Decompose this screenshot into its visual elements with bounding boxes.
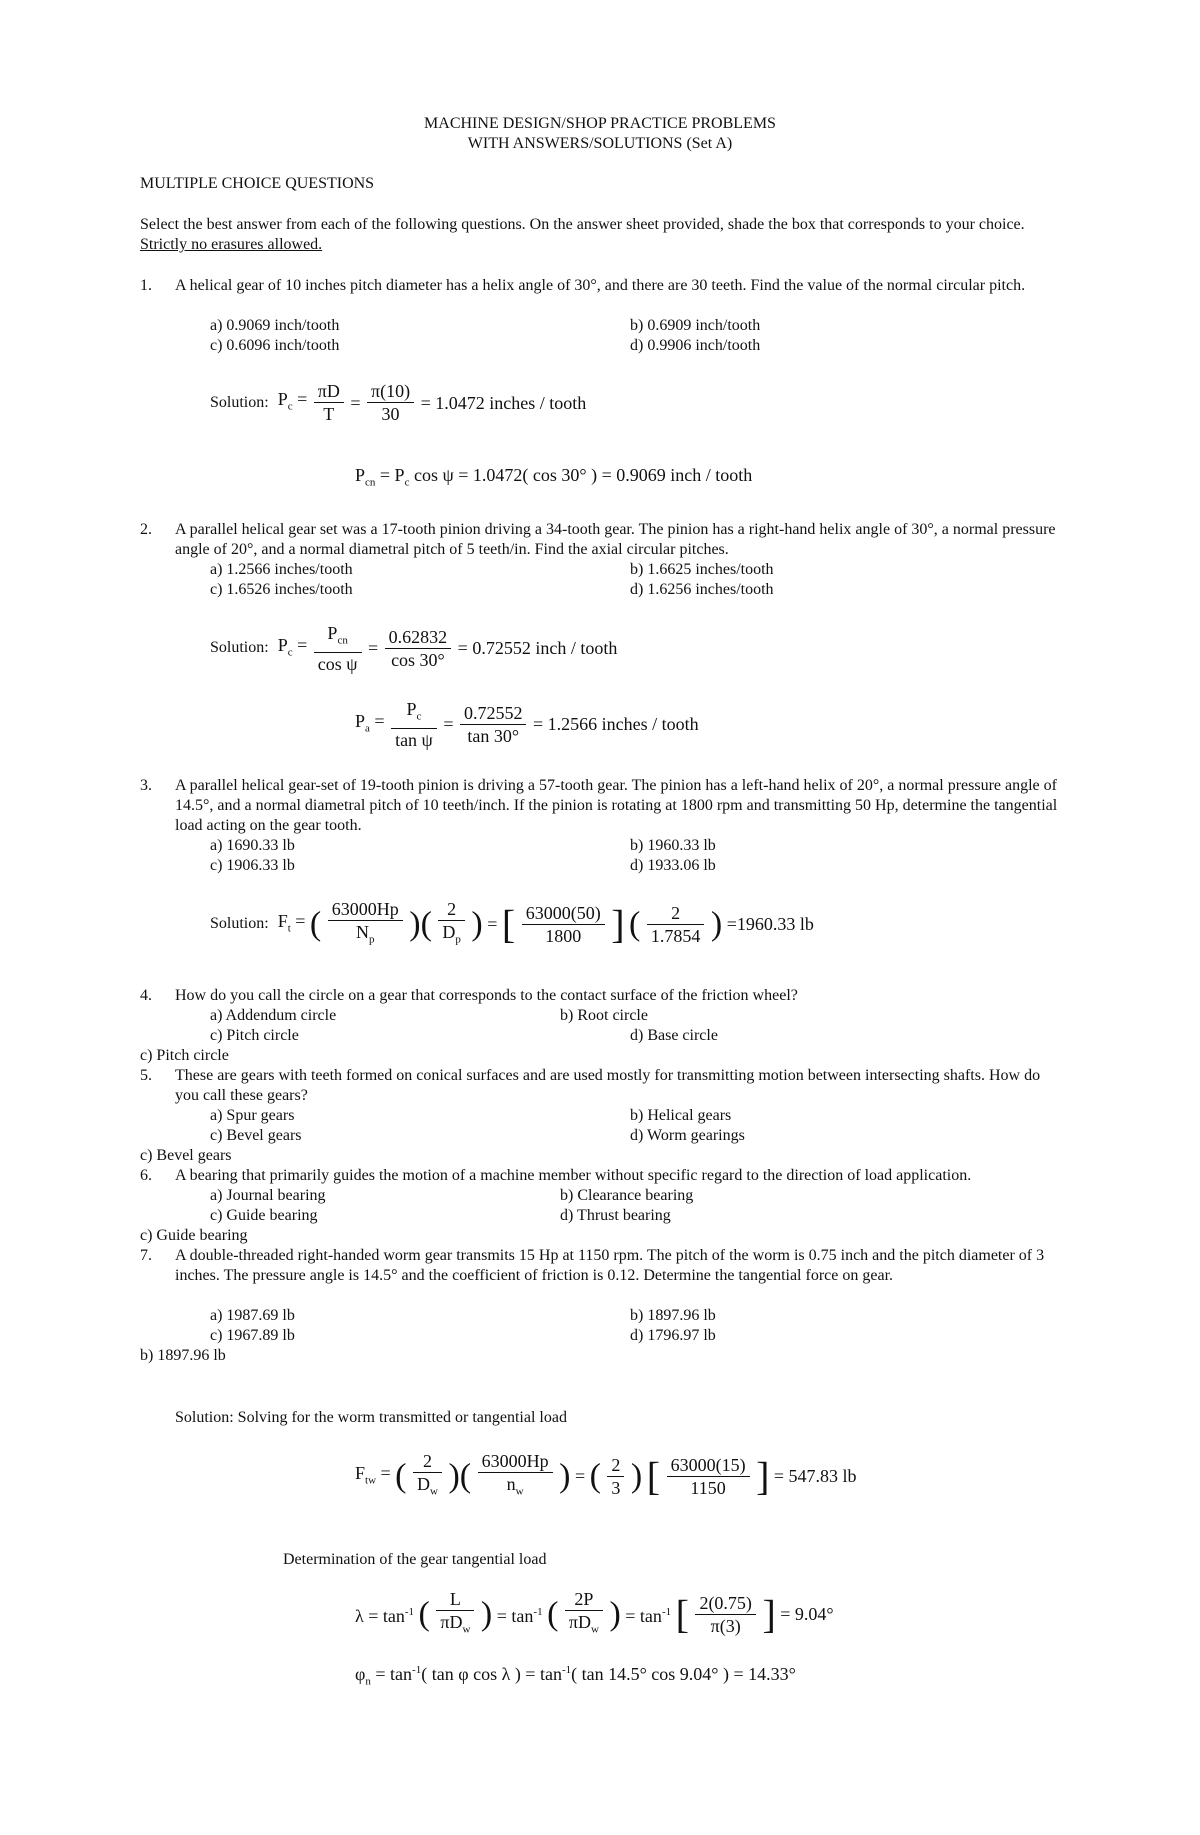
eq-superscript: -1 xyxy=(533,1606,543,1619)
answer-line: c) Guide bearing xyxy=(140,1227,248,1244)
fraction-numerator: 63000(15) xyxy=(667,1454,750,1477)
document-title-line1: MACHINE DESIGN/SHOP PRACTICE PROBLEMS xyxy=(424,115,776,132)
option-a: a) 1.2566 inches/tooth xyxy=(210,561,353,578)
option-b: b) 0.6909 inch/tooth xyxy=(630,317,761,334)
fraction-denominator: cos 30° xyxy=(391,649,445,670)
solution-equation: Solution: $F_t$ = ( $\frac{63000Hp}{N_p}$ )( $\frac{2}{D_p}$ ) = [ $\frac{63000(50)}{1800}$ ] ( $\frac{2}{1.7854}$ ) =1960.33 lb xyxy=(210,899,814,947)
question-text: A double-threaded right-handed worm gear transmits 15 Hp at 1150 rpm. The pitch of the worm is 0.75 inch and the pitch diameter of 3 inches. The pressure angle is 14.5° and the coefficient of friction is 0.12. Determine the tangential force on gear. xyxy=(175,1247,1045,1284)
eq-subscript: c xyxy=(287,400,293,413)
option-b: b) 1.6625 inches/tooth xyxy=(630,561,774,578)
option-b: b) Root circle xyxy=(560,1007,648,1024)
fraction-denominator: cos ψ xyxy=(317,653,358,674)
question-number: 6. xyxy=(140,1167,152,1184)
option-c: c) Guide bearing xyxy=(210,1207,318,1224)
eq-subscript: tw xyxy=(365,1474,377,1487)
eq-subscript: c xyxy=(416,710,422,723)
question-number: 3. xyxy=(140,777,152,794)
fraction-denominator: 1.7854 xyxy=(650,925,701,946)
eq-result: = 1.2566 inches / tooth xyxy=(532,714,699,735)
fraction-numerator: π(10) xyxy=(367,380,414,403)
eq-symbol: P xyxy=(277,388,288,409)
fraction-numerator: P xyxy=(406,699,417,719)
eq-subscript: c xyxy=(404,476,410,489)
question-number: 4. xyxy=(140,987,152,1004)
eq-text: cos ψ = 1.0472( cos 30° ) = 0.9069 inch / tooth xyxy=(409,465,753,485)
gear-load-label: Determination of the gear tangential load xyxy=(283,1551,547,1568)
eq-superscript: -1 xyxy=(661,1606,672,1619)
fraction-denominator: n xyxy=(506,1474,516,1494)
question-text: A parallel helical gear-set of 19-tooth pinion is driving a 57-tooth gear. The pinion has a left-hand helix of 20°, a normal pressure angle of 14.5°, and a normal diametral pitch of 10 teeth/inch. If the pinion is rotating at 1800 rpm and transmitting 50 Hp, determine the tangential load acting on the gear tooth. xyxy=(175,777,1058,834)
option-d: d) 0.9906 inch/tooth xyxy=(630,337,761,354)
fraction-denominator: πD xyxy=(568,1612,591,1632)
eq-superscript: -1 xyxy=(561,1664,572,1676)
eq-subscript: cn xyxy=(365,476,376,489)
solution-label: Solution: Solving for the worm transmitted or tangential load xyxy=(175,1409,567,1426)
question-text: A bearing that primarily guides the motion of a machine member without specific regard to the direction of load application. xyxy=(175,1167,972,1184)
option-c: c) 1.6526 inches/tooth xyxy=(210,581,353,598)
eq-result: = 547.83 lb xyxy=(773,1466,857,1487)
fraction-numerator: 0.72552 xyxy=(460,702,527,725)
fraction-denominator: D xyxy=(417,1474,430,1494)
fraction-denominator: 1800 xyxy=(545,925,582,946)
question-number: 7. xyxy=(140,1247,152,1264)
fraction-denominator: tan 30° xyxy=(467,725,520,746)
eq-subscript: cn xyxy=(337,634,348,647)
eq-text: ( tan 14.5° cos 9.04° ) = 14.33° xyxy=(571,1664,796,1684)
solution-label: Solution: xyxy=(210,639,269,657)
eq-text: = P xyxy=(375,465,405,485)
option-c: c) 1967.89 lb xyxy=(210,1327,295,1344)
option-d: d) 1796.97 lb xyxy=(630,1327,716,1344)
question-text: A parallel helical gear set was a 17-tooth pinion driving a 34-tooth gear. The pinion has a right-hand helix angle of 30°, a normal pressure angle of 20°, and a normal diametral pitch of 5 teeth/in. Find the axial circular pitches. xyxy=(175,521,1056,558)
question-text: How do you call the circle on a gear that corresponds to the contact surface of the friction wheel? xyxy=(175,987,798,1004)
fraction-numerator: 63000(50) xyxy=(522,902,605,925)
option-a: a) Addendum circle xyxy=(210,1007,337,1024)
eq-subscript: p xyxy=(369,933,375,946)
eq-symbol: P xyxy=(355,465,366,485)
fraction-numerator: 63000Hp xyxy=(328,898,403,921)
eq-result: = 9.04° xyxy=(780,1604,834,1625)
eq-symbol: φ xyxy=(355,1664,366,1684)
fraction-numerator: 63000Hp xyxy=(478,1450,553,1473)
document-title-line2: WITH ANSWERS/SOLUTIONS (Set A) xyxy=(467,135,733,152)
section-heading: MULTIPLE CHOICE QUESTIONS xyxy=(140,175,375,192)
solution-equation: Solution: $P_c$ = $\frac{P_{cn}}{\text{cos ψ}}$ = $\frac{0.62832}{\cos 30^\circ}$ = 0.72552 inch / tooth xyxy=(210,623,618,674)
solution-equation: $P_a$ = $\frac{P_c}{\text{tan ψ}}$ = $\frac{0.72552}{\tan 30^\circ}$ = 1.2566 inches / tooth xyxy=(355,699,699,750)
solution-equation: $\lambda = \tan^{-1}$ ( $\frac{L}{\pi D_w}$ ) = $\tan^{-1}$ ( $\frac{2P}{\pi D_w}$ ) = $\tan^{-1}$ [ $\frac{2(0.75)}{\pi(3)}$ ] = 9.04° xyxy=(355,1589,834,1637)
eq-subscript: w xyxy=(515,1485,524,1498)
fraction-denominator: D xyxy=(442,922,456,942)
fraction-numerator: 2 xyxy=(647,902,705,925)
fraction-numerator: 0.62832 xyxy=(385,626,452,649)
eq-symbol: F xyxy=(355,1462,366,1483)
eq-text: ( tan φ cos λ ) = tan xyxy=(421,1664,562,1684)
instructions-emphasis: Strictly no erasures allowed. xyxy=(140,236,323,253)
answer-line: b) 1897.96 lb xyxy=(140,1347,226,1364)
fraction-numerator: L xyxy=(436,1588,474,1611)
fraction-denominator: 30 xyxy=(381,404,400,424)
eq-superscript: -1 xyxy=(404,1606,415,1619)
question-number: 1. xyxy=(140,277,152,294)
answer-line: c) Bevel gears xyxy=(140,1147,232,1164)
fraction-numerator: 2(0.75) xyxy=(695,1592,756,1615)
fraction-denominator: tan ψ xyxy=(395,729,433,750)
fraction-numerator: 2 xyxy=(438,898,465,921)
option-a: a) Spur gears xyxy=(210,1107,295,1124)
question-number: 5. xyxy=(140,1067,152,1084)
eq-text: = tan xyxy=(370,1664,413,1684)
option-c: c) 0.6096 inch/tooth xyxy=(210,337,340,354)
option-a: a) Journal bearing xyxy=(210,1187,326,1204)
eq-result: =1960.33 lb xyxy=(726,914,814,935)
eq-text: λ = tan xyxy=(355,1606,405,1627)
solution-equation xyxy=(355,465,752,493)
option-c: c) 1906.33 lb xyxy=(210,857,295,874)
solution-label: Solution: xyxy=(210,915,269,933)
question-text: These are gears with teeth formed on conical surfaces and are used mostly for transmitting motion between intersecting shafts. How do you call these gears? xyxy=(175,1067,1041,1104)
eq-subscript: n xyxy=(365,1675,371,1688)
solution-label: Solution: xyxy=(210,393,269,411)
solution-equation: Solution: $P_c$ = $\frac{\pi D}{T}$ = $\frac{\pi(10)}{30}$ = 1.0472 inches / tooth xyxy=(210,381,587,424)
eq-subscript: p xyxy=(455,933,461,946)
fraction-denominator: πD xyxy=(440,1612,463,1632)
fraction-numerator: P xyxy=(327,623,338,643)
eq-result: = 0.72552 inch / tooth xyxy=(457,638,618,659)
instructions-text: Select the best answer from each of the following questions. On the answer sheet provided, shade the box that corresponds to your choice. xyxy=(140,216,1025,233)
solution-equation xyxy=(355,1660,796,1692)
option-d: d) 1.6256 inches/tooth xyxy=(630,581,774,598)
answer-line: c) Pitch circle xyxy=(140,1047,229,1064)
fraction-denominator: N xyxy=(356,922,369,942)
eq-subscript: w xyxy=(430,1485,438,1498)
solution-equation: $F_{tw}$ = ( $\frac{2}{D_w}$ )( $\frac{63000Hp}{n_w}$ ) = ( $\frac{2}{3}$ ) [ $\frac{63000(15)}{1150}$ ] = 547.83 lb xyxy=(355,1451,857,1499)
option-d: d) Base circle xyxy=(630,1027,718,1044)
fraction-denominator: T xyxy=(323,404,335,424)
fraction-numerator: 2 xyxy=(413,1450,442,1473)
option-b: b) 1897.96 lb xyxy=(630,1307,716,1324)
fraction-denominator: 3 xyxy=(611,1477,621,1498)
option-a: a) 0.9069 inch/tooth xyxy=(210,317,340,334)
question-number: 2. xyxy=(140,521,152,538)
eq-superscript: -1 xyxy=(412,1664,422,1676)
option-a: a) 1987.69 lb xyxy=(210,1307,295,1324)
eq-result: = 1.0472 inches / tooth xyxy=(420,392,587,413)
option-c: c) Pitch circle xyxy=(210,1027,299,1044)
fraction-numerator: 2P xyxy=(565,1588,603,1611)
option-d: d) 1933.06 lb xyxy=(630,857,716,874)
option-b: b) 1960.33 lb xyxy=(630,837,716,854)
option-a: a) 1690.33 lb xyxy=(210,837,295,854)
fraction-denominator: 1150 xyxy=(690,1477,726,1498)
fraction-numerator: πD xyxy=(314,380,344,403)
fraction-denominator: π(3) xyxy=(710,1615,741,1636)
option-b: b) Clearance bearing xyxy=(560,1187,694,1204)
instructions xyxy=(140,215,1060,255)
option-d: d) Thrust bearing xyxy=(560,1207,671,1224)
question-text: A helical gear of 10 inches pitch diameter has a helix angle of 30°, and there are 30 teeth. Find the value of the normal circular pitch. xyxy=(175,277,1026,294)
fraction-numerator: 2 xyxy=(607,1454,624,1477)
option-c: c) Bevel gears xyxy=(210,1127,302,1144)
eq-subscript: w xyxy=(462,1623,471,1636)
eq-subscript: w xyxy=(591,1623,599,1636)
option-b: b) Helical gears xyxy=(630,1107,732,1124)
option-d: d) Worm gearings xyxy=(630,1127,745,1144)
